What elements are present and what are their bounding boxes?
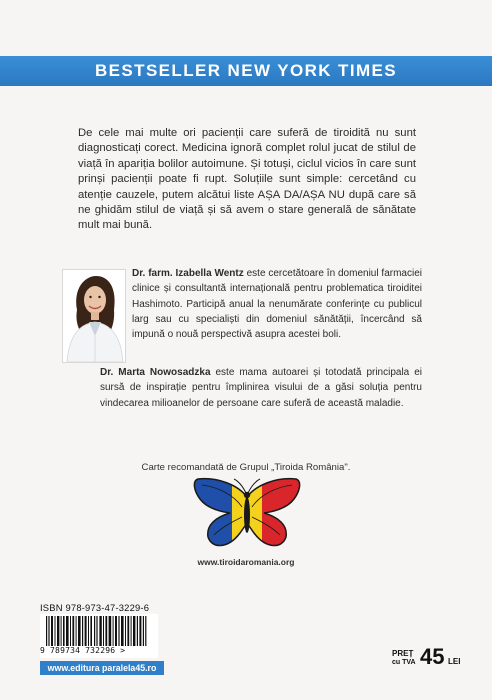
recommendation-url: www.tiroidaromania.org (197, 557, 295, 567)
author1-name: Dr. farm. Izabella Wentz (132, 268, 244, 279)
author2-bio (100, 365, 422, 411)
price-label: PREȚ (392, 649, 414, 658)
butterfly-logo-icon (190, 477, 304, 553)
barcode-digits: 9 789734 732296 > (40, 646, 158, 655)
author2-text: este mama autoarei și totodată principala ei sursă de inspirație pentru împlinirea visului de a găsi soluția pentru vindecarea milioanelor de persoane care suferă de această maladie. (100, 367, 422, 409)
author1-bio (132, 266, 422, 342)
intro-paragraph: De cele mai multe ori pacienții care suferă de tiroidită nu sunt diagnosticați corect. Medicina ignoră complet rolul jucat de stilul de viață în apariția bolilor autoimune. Și totuși, ciclul vicios în care sunt prinși pacienții poate fi rupt. Soluțiile sunt simple: cercetând cu atenție cauzele, putem alcătui liste AȘA DA/AȘA NU după care să ne ghidăm stilul de viață și să avem o stare generală de sănătate mult mai bună. (78, 127, 416, 232)
publisher-url: www.editura paralela45.ro (47, 663, 157, 673)
author1-text: este cercetătoare în domeniul farmaciei clinice și consultantă internațională pentru problematica tiroiditei Hashimoto. Participă anual la nenumărate conferințe cu publicul larg sau cu specialiști din domeniul sănătății, încercând să impună o nouă perspectivă asupra acestei boli. (132, 268, 422, 341)
banner-title: BESTSELLER NEW YORK TIMES (95, 61, 397, 80)
publisher-banner (40, 661, 164, 675)
price-block (392, 645, 462, 675)
price-vat-label: cu TVA (392, 659, 416, 666)
price-currency: LEI (448, 657, 461, 666)
isbn-text: ISBN 978-973-47-3229-6 (40, 602, 150, 613)
author2-name: Dr. Marta Nowosadzka (100, 367, 211, 378)
price-value: 45 (420, 644, 445, 669)
author-portrait-icon (63, 270, 125, 362)
author-photo (62, 269, 126, 363)
bestseller-banner (0, 56, 492, 86)
recommendation-text: Carte recomandată de Grupul „Tiroida România". (141, 462, 351, 473)
